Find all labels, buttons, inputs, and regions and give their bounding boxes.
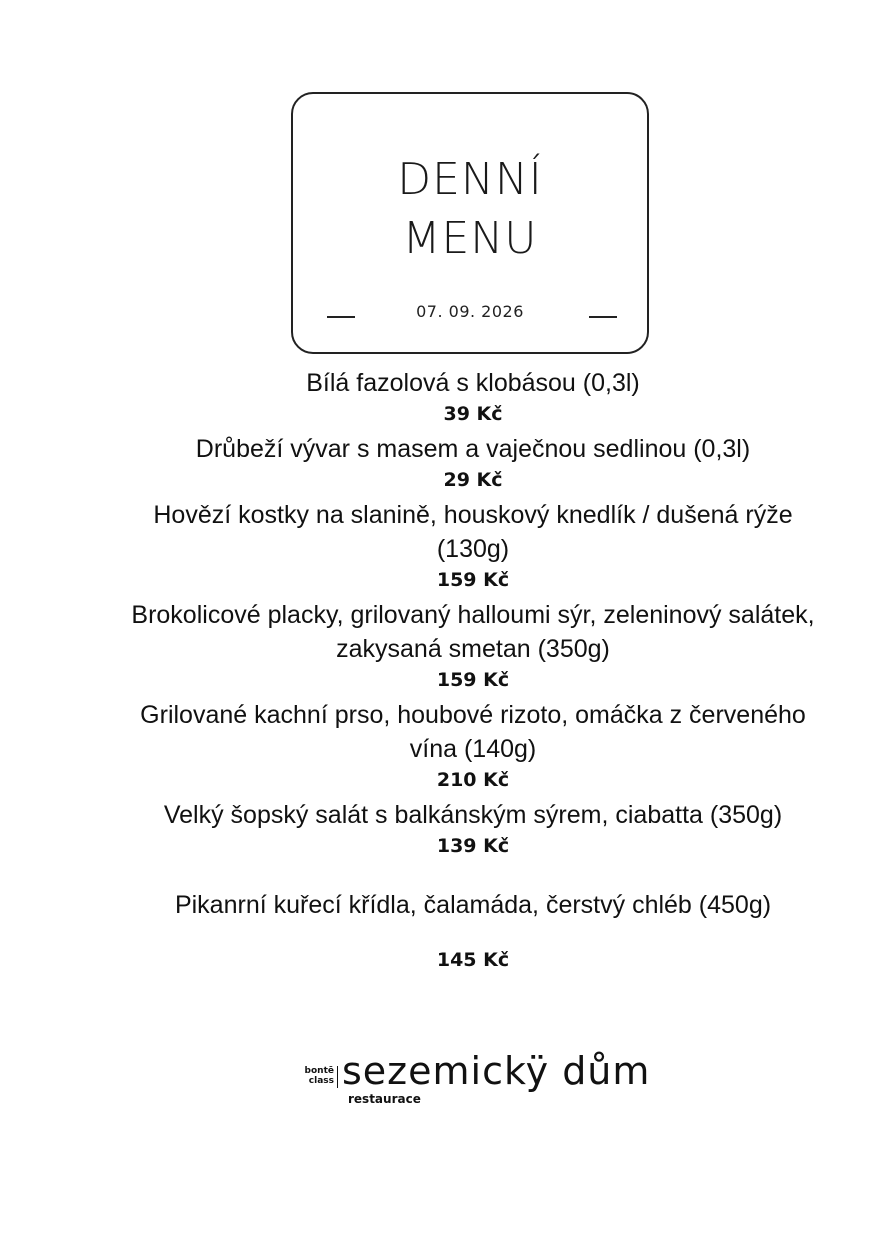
logo-brand-line1: bontē — [304, 1066, 334, 1076]
header-box — [291, 92, 649, 354]
dish-price: 145 Kč — [436, 949, 510, 971]
restaurant-logo — [298, 1049, 668, 1112]
dish-name: Pikanrní kuřecí křídla, čalamáda, čerstvý chléb (450g) — [174, 891, 772, 919]
logo-divider — [337, 1066, 338, 1088]
dish-price: 29 Kč — [443, 469, 503, 491]
date-dash-right — [589, 316, 617, 318]
menu-item — [120, 598, 826, 694]
menu-item — [120, 698, 826, 794]
dish-name: Hovězí kostky na slanině, houskový knedlík / dušená rýže (130g) — [153, 501, 793, 563]
dish-price: 210 Kč — [436, 769, 510, 791]
dish-name: Drůbeží vývar s masem a vaječnou sedlinou (0,3l) — [195, 435, 751, 463]
logo-brand-line2: class — [308, 1076, 334, 1086]
menu-date: 07. 09. 2026 — [416, 302, 524, 321]
logo-brand-small — [298, 1066, 334, 1086]
dish-price: 139 Kč — [436, 835, 510, 857]
header-title-line1: DENNÍ — [397, 154, 543, 205]
dish-name: Velký šopský salát s balkánským sýrem, ciabatta (350g) — [163, 801, 783, 829]
menu-list — [120, 366, 826, 978]
header-title-line2: MENU — [402, 213, 538, 264]
menu-item — [120, 366, 826, 428]
logo-name: sezemickÿ dům — [342, 1049, 651, 1093]
dish-name: Grilované kachní prso, houbové rizoto, omáčka z červeného vína (140g) — [140, 701, 806, 763]
dish-name: Bílá fazolová s klobásou (0,3l) — [306, 369, 640, 397]
dish-price: 39 Kč — [443, 403, 503, 425]
dish-name: Brokolicové placky, grilovaný halloumi sýr, zeleninový salátek, zakysaná smetan (350g) — [131, 601, 815, 663]
menu-item — [120, 498, 826, 594]
dish-price: 159 Kč — [436, 569, 510, 591]
dish-price: 159 Kč — [436, 669, 510, 691]
menu-item — [120, 432, 826, 494]
menu-item — [120, 798, 826, 860]
menu-item — [120, 888, 826, 974]
logo-subtitle: restaurace — [348, 1092, 421, 1106]
